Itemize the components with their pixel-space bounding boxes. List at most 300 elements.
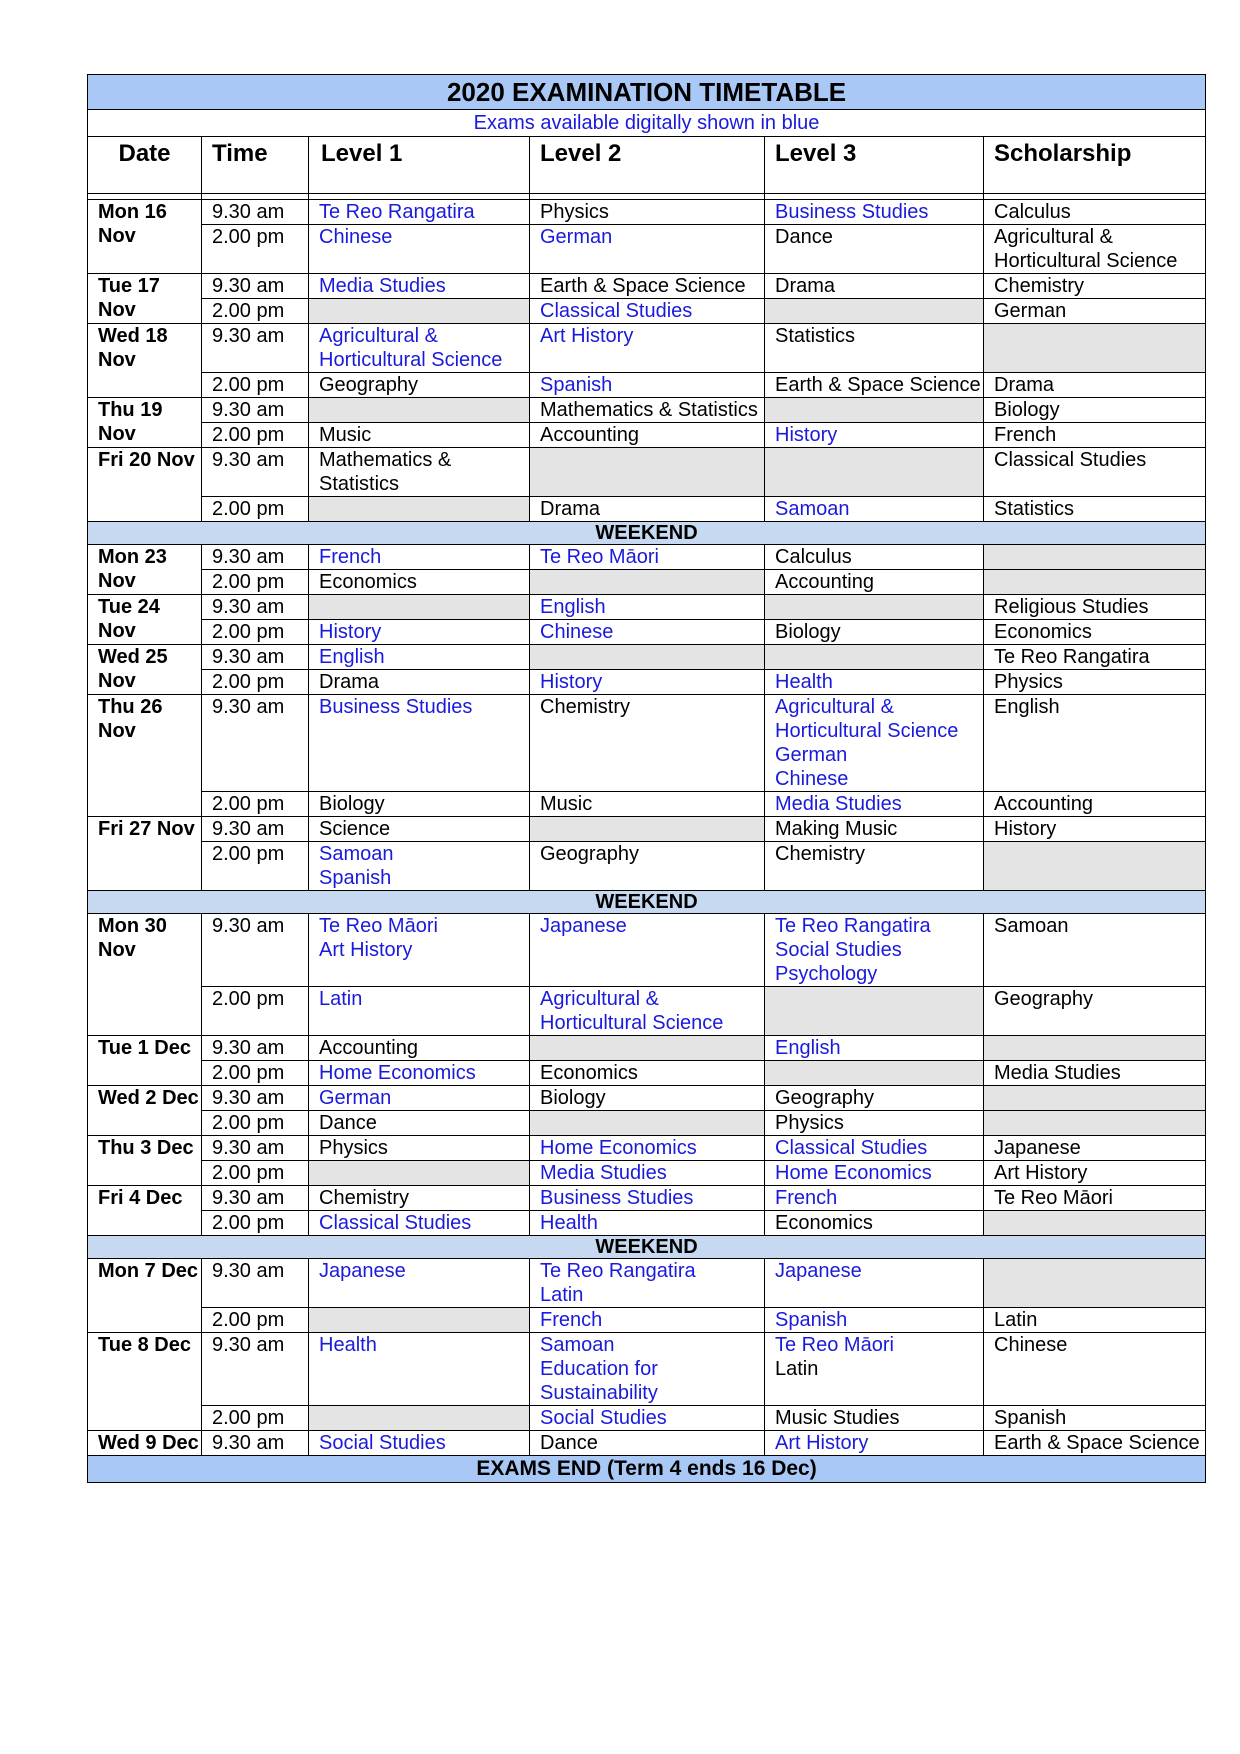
table-row <box>88 200 1206 225</box>
exam-subject: Physics <box>994 671 1063 693</box>
digital-exam-subject: French <box>319 546 382 568</box>
level-1-cell <box>309 1431 530 1456</box>
scholarship-cell <box>984 1161 1206 1186</box>
table-row <box>88 792 1206 817</box>
exam-subject: Chemistry <box>775 843 866 865</box>
digital-exam-subject: Chinese <box>775 768 849 790</box>
digital-exam-subject: Te Reo Rangatira <box>319 201 475 223</box>
level-1-cell <box>309 1406 530 1431</box>
exam-subject: Economics <box>540 1062 638 1084</box>
exam-subject: Samoan <box>994 915 1069 937</box>
digital-exam-subject: Business Studies <box>775 201 929 223</box>
level-3-cell <box>765 398 984 423</box>
level-1-cell <box>309 1259 530 1308</box>
digital-exam-subject: Social Studies <box>319 1432 446 1454</box>
digital-exam-subject: Media Studies <box>319 275 446 297</box>
date-cell: Mon 23 Nov <box>88 545 202 595</box>
time-cell: 2.00 pm <box>202 570 309 595</box>
table-row <box>88 1211 1206 1236</box>
level-2-cell <box>530 1161 765 1186</box>
exam-subject: Japanese <box>994 1137 1081 1159</box>
scholarship-cell <box>984 299 1206 324</box>
level-3-cell <box>765 274 984 299</box>
level-1-cell <box>309 423 530 448</box>
exam-subject: Biology <box>994 399 1060 421</box>
scholarship-cell <box>984 1061 1206 1086</box>
digital-exam-subject: Te Reo Māori <box>319 915 438 937</box>
level-1-cell <box>309 1036 530 1061</box>
scholarship-cell <box>984 1111 1206 1136</box>
digital-exam-subject: Health <box>775 671 833 693</box>
table-row <box>88 1259 1206 1308</box>
digital-exam-subject: Home Economics <box>540 1137 697 1159</box>
level-1-cell <box>309 695 530 792</box>
exam-subject: Earth & Space Science <box>994 1432 1200 1454</box>
date-cell: Tue 8 Dec <box>88 1333 202 1431</box>
level-1-cell <box>309 817 530 842</box>
level-1-cell <box>309 274 530 299</box>
exam-subject: Mathematics & Statistics <box>319 449 452 495</box>
level-2-cell <box>530 1431 765 1456</box>
exam-subject: Science <box>319 818 391 840</box>
date-cell: Fri 20 Nov <box>88 448 202 522</box>
exam-subject: Geography <box>775 1087 874 1109</box>
exam-subject: Earth & Space Science <box>775 374 981 396</box>
exam-subject: Drama <box>319 671 380 693</box>
exam-subject: Biology <box>319 793 385 815</box>
scholarship-cell <box>984 987 1206 1036</box>
table-row <box>88 914 1206 987</box>
time-cell: 2.00 pm <box>202 1406 309 1431</box>
digital-exam-subject: Health <box>540 1212 598 1234</box>
digital-exam-subject: Te Reo Māori <box>775 1334 894 1356</box>
exam-subject: Statistics <box>994 498 1075 520</box>
time-cell: 2.00 pm <box>202 842 309 891</box>
level-2-cell <box>530 299 765 324</box>
level-3-cell <box>765 842 984 891</box>
page-subtitle: Exams available digitally shown in blue <box>88 110 1206 137</box>
digital-exam-subject: Japanese <box>775 1260 862 1282</box>
timetable-body <box>88 200 1206 1483</box>
level-2-cell <box>530 620 765 645</box>
level-1-cell <box>309 497 530 522</box>
level-2-cell <box>530 570 765 595</box>
digital-exam-subject: Home Economics <box>775 1162 932 1184</box>
exam-subject: Physics <box>775 1112 844 1134</box>
exam-subject: Earth & Space Science <box>540 275 746 297</box>
digital-exam-subject: Latin <box>540 1284 584 1306</box>
level-3-cell <box>765 1136 984 1161</box>
date-cell: Mon 16 Nov <box>88 200 202 274</box>
digital-exam-subject: English <box>540 596 606 618</box>
time-cell: 2.00 pm <box>202 299 309 324</box>
level-3-cell <box>765 324 984 373</box>
level-2-cell <box>530 324 765 373</box>
time-cell: 2.00 pm <box>202 423 309 448</box>
level-1-cell <box>309 398 530 423</box>
page-title: 2020 EXAMINATION TIMETABLE <box>88 75 1206 110</box>
level-2-cell <box>530 373 765 398</box>
time-cell: 2.00 pm <box>202 373 309 398</box>
scholarship-cell <box>984 200 1206 225</box>
date-cell: Thu 3 Dec <box>88 1136 202 1186</box>
date-cell: Thu 26 Nov <box>88 695 202 817</box>
scholarship-cell <box>984 1036 1206 1061</box>
weekend-label: WEEKEND <box>88 522 1206 545</box>
digital-exam-subject: Art History <box>775 1432 869 1454</box>
time-cell: 2.00 pm <box>202 792 309 817</box>
time-cell: 9.30 am <box>202 1186 309 1211</box>
level-3-cell <box>765 1259 984 1308</box>
level-1-cell <box>309 1211 530 1236</box>
table-row <box>88 1161 1206 1186</box>
scholarship-cell <box>984 398 1206 423</box>
digital-exam-subject: Media Studies <box>540 1162 667 1184</box>
scholarship-cell <box>984 1259 1206 1308</box>
table-row <box>88 1111 1206 1136</box>
digital-exam-subject: French <box>540 1309 603 1331</box>
level-3-cell <box>765 595 984 620</box>
level-2-cell <box>530 274 765 299</box>
time-cell: 9.30 am <box>202 1036 309 1061</box>
exam-subject: Biology <box>540 1087 606 1109</box>
date-cell: Fri 27 Nov <box>88 817 202 891</box>
time-cell: 9.30 am <box>202 645 309 670</box>
scholarship-cell <box>984 1186 1206 1211</box>
table-row <box>88 842 1206 891</box>
level-2-cell <box>530 545 765 570</box>
exam-subject: Calculus <box>994 201 1071 223</box>
digital-exam-subject: Art History <box>540 325 634 347</box>
table-row <box>88 1333 1206 1406</box>
level-3-cell <box>765 987 984 1036</box>
level-2-cell <box>530 398 765 423</box>
table-row <box>88 324 1206 373</box>
level-2-cell <box>530 1308 765 1333</box>
digital-exam-subject: Classical Studies <box>540 300 693 322</box>
time-cell: 2.00 pm <box>202 670 309 695</box>
weekend-band <box>88 1236 1206 1259</box>
date-cell: Mon 7 Dec <box>88 1259 202 1333</box>
scholarship-cell <box>984 1308 1206 1333</box>
scholarship-cell <box>984 620 1206 645</box>
date-cell: Tue 17 Nov <box>88 274 202 324</box>
level-3-cell <box>765 200 984 225</box>
level-3-cell <box>765 1431 984 1456</box>
level-2-cell <box>530 1259 765 1308</box>
level-2-cell <box>530 1111 765 1136</box>
date-cell: Tue 24 Nov <box>88 595 202 645</box>
level-3-cell <box>765 497 984 522</box>
time-cell: 2.00 pm <box>202 1211 309 1236</box>
table-row <box>88 1406 1206 1431</box>
digital-exam-subject: Te Reo Rangatira <box>775 915 931 937</box>
scholarship-cell <box>984 842 1206 891</box>
time-cell: 9.30 am <box>202 1431 309 1456</box>
level-1-cell <box>309 200 530 225</box>
weekend-band <box>88 522 1206 545</box>
exam-subject: Accounting <box>775 571 874 593</box>
level-2-cell <box>530 595 765 620</box>
level-1-cell <box>309 1086 530 1111</box>
scholarship-cell <box>984 1211 1206 1236</box>
level-1-cell <box>309 570 530 595</box>
scholarship-cell <box>984 595 1206 620</box>
digital-exam-subject: Spanish <box>540 374 613 396</box>
digital-exam-subject: Agricultural & Horticultural Science <box>775 696 959 742</box>
level-1-cell <box>309 1308 530 1333</box>
time-cell: 2.00 pm <box>202 1111 309 1136</box>
level-1-cell <box>309 1061 530 1086</box>
level-2-cell <box>530 1136 765 1161</box>
exam-timetable <box>87 74 1206 1483</box>
exam-subject: Latin <box>994 1309 1038 1331</box>
level-2-cell <box>530 1061 765 1086</box>
scholarship-cell <box>984 695 1206 792</box>
table-row <box>88 448 1206 497</box>
date-cell: Wed 9 Dec <box>88 1431 202 1456</box>
column-header-level-1: Level 1 <box>309 137 530 194</box>
table-row <box>88 373 1206 398</box>
digital-exam-subject: French <box>775 1187 838 1209</box>
exam-subject: Spanish <box>994 1407 1067 1429</box>
level-1-cell <box>309 545 530 570</box>
time-cell: 9.30 am <box>202 545 309 570</box>
table-row <box>88 1036 1206 1061</box>
exam-subject: Te Reo Māori <box>994 1187 1113 1209</box>
exam-subject: Geography <box>540 843 639 865</box>
level-3-cell <box>765 792 984 817</box>
column-header-row <box>88 137 1206 194</box>
digital-exam-subject: Classical Studies <box>319 1212 472 1234</box>
table-row <box>88 225 1206 274</box>
time-cell: 2.00 pm <box>202 225 309 274</box>
column-header-level-3: Level 3 <box>765 137 984 194</box>
digital-exam-subject: Agricultural & Horticultural Science <box>540 988 724 1034</box>
digital-exam-subject: Samoan <box>775 498 850 520</box>
digital-exam-subject: Agricultural & Horticultural Science <box>319 325 503 371</box>
date-cell: Mon 30 Nov <box>88 914 202 1036</box>
level-1-cell <box>309 842 530 891</box>
level-2-cell <box>530 817 765 842</box>
digital-exam-subject: German <box>319 1087 392 1109</box>
table-row <box>88 595 1206 620</box>
level-1-cell <box>309 1186 530 1211</box>
level-2-cell <box>530 1406 765 1431</box>
table-row <box>88 817 1206 842</box>
digital-exam-subject: Japanese <box>319 1260 406 1282</box>
digital-exam-subject: Te Reo Māori <box>540 546 659 568</box>
level-3-cell <box>765 695 984 792</box>
digital-exam-subject: History <box>540 671 603 693</box>
digital-exam-subject: Media Studies <box>775 793 902 815</box>
exam-subject: Economics <box>775 1212 873 1234</box>
exam-subject: Chinese <box>994 1334 1068 1356</box>
digital-exam-subject: Education for Sustainability <box>540 1358 658 1404</box>
exam-subject: Accounting <box>540 424 639 446</box>
scholarship-cell <box>984 1136 1206 1161</box>
scholarship-cell <box>984 914 1206 987</box>
table-row <box>88 670 1206 695</box>
table-row <box>88 1431 1206 1456</box>
level-1-cell <box>309 1333 530 1406</box>
scholarship-cell <box>984 373 1206 398</box>
level-1-cell <box>309 1111 530 1136</box>
scholarship-cell <box>984 817 1206 842</box>
table-row <box>88 1186 1206 1211</box>
column-header-scholarship: Scholarship <box>984 137 1206 194</box>
time-cell: 9.30 am <box>202 1086 309 1111</box>
exam-subject: Geography <box>994 988 1093 1010</box>
level-3-cell <box>765 1111 984 1136</box>
exam-subject: Religious Studies <box>994 596 1149 618</box>
level-1-cell <box>309 299 530 324</box>
level-1-cell <box>309 448 530 497</box>
level-1-cell <box>309 225 530 274</box>
level-2-cell <box>530 987 765 1036</box>
level-1-cell <box>309 595 530 620</box>
time-cell: 9.30 am <box>202 695 309 792</box>
level-2-cell <box>530 842 765 891</box>
scholarship-cell <box>984 324 1206 373</box>
digital-exam-subject: Health <box>319 1334 377 1356</box>
time-cell: 2.00 pm <box>202 987 309 1036</box>
weekend-band <box>88 891 1206 914</box>
column-header-date: Date <box>88 137 202 194</box>
level-1-cell <box>309 1136 530 1161</box>
level-1-cell <box>309 620 530 645</box>
table-row <box>88 1308 1206 1333</box>
digital-exam-subject: Samoan <box>540 1334 615 1356</box>
table-row <box>88 695 1206 792</box>
exam-subject: Drama <box>775 275 836 297</box>
subtitle-row <box>88 110 1206 137</box>
table-row <box>88 423 1206 448</box>
date-cell: Thu 19 Nov <box>88 398 202 448</box>
level-3-cell <box>765 670 984 695</box>
exam-subject: Music <box>319 424 372 446</box>
exam-subject: Accounting <box>994 793 1093 815</box>
exam-subject: Art History <box>994 1162 1088 1184</box>
scholarship-cell <box>984 645 1206 670</box>
level-3-cell <box>765 545 984 570</box>
exam-subject: Calculus <box>775 546 852 568</box>
digital-exam-subject: Japanese <box>540 915 627 937</box>
level-1-cell <box>309 670 530 695</box>
time-cell: 9.30 am <box>202 1136 309 1161</box>
table-row <box>88 545 1206 570</box>
table-row <box>88 398 1206 423</box>
exam-subject: German <box>994 300 1067 322</box>
level-1-cell <box>309 987 530 1036</box>
title-row <box>88 75 1206 110</box>
digital-exam-subject: Samoan <box>319 843 394 865</box>
weekend-label: WEEKEND <box>88 891 1206 914</box>
time-cell: 9.30 am <box>202 448 309 497</box>
scholarship-cell <box>984 570 1206 595</box>
level-3-cell <box>765 373 984 398</box>
level-2-cell <box>530 1186 765 1211</box>
digital-exam-subject: German <box>775 744 848 766</box>
level-1-cell <box>309 324 530 373</box>
exams-end-label: EXAMS END (Term 4 ends 16 Dec) <box>88 1456 1206 1483</box>
digital-exam-subject: English <box>775 1037 841 1059</box>
column-header-level-2: Level 2 <box>530 137 765 194</box>
time-cell: 2.00 pm <box>202 1061 309 1086</box>
digital-exam-subject: Business Studies <box>319 696 473 718</box>
level-3-cell <box>765 1086 984 1111</box>
digital-exam-subject: Psychology <box>775 963 878 985</box>
digital-exam-subject: German <box>540 226 613 248</box>
table-row <box>88 497 1206 522</box>
level-2-cell <box>530 670 765 695</box>
exam-subject: History <box>994 818 1057 840</box>
date-cell: Tue 1 Dec <box>88 1036 202 1086</box>
digital-exam-subject: Art History <box>319 939 413 961</box>
level-2-cell <box>530 695 765 792</box>
exam-subject: Making Music <box>775 818 898 840</box>
level-2-cell <box>530 423 765 448</box>
date-cell: Wed 25 Nov <box>88 645 202 695</box>
level-2-cell <box>530 1036 765 1061</box>
time-cell: 9.30 am <box>202 398 309 423</box>
scholarship-cell <box>984 545 1206 570</box>
scholarship-cell <box>984 670 1206 695</box>
digital-exam-subject: Business Studies <box>540 1187 694 1209</box>
exam-subject: Physics <box>540 201 609 223</box>
weekend-label: WEEKEND <box>88 1236 1206 1259</box>
scholarship-cell <box>984 1406 1206 1431</box>
scholarship-cell <box>984 792 1206 817</box>
table-row <box>88 1136 1206 1161</box>
time-cell: 9.30 am <box>202 1259 309 1308</box>
exam-subject: Music <box>540 793 593 815</box>
exam-subject: Economics <box>319 571 417 593</box>
level-3-cell <box>765 1061 984 1086</box>
exams-end-band <box>88 1456 1206 1483</box>
level-3-cell <box>765 1406 984 1431</box>
level-1-cell <box>309 1161 530 1186</box>
exam-subject: French <box>994 424 1057 446</box>
scholarship-cell <box>984 274 1206 299</box>
level-3-cell <box>765 1333 984 1406</box>
time-cell: 9.30 am <box>202 914 309 987</box>
digital-exam-subject: Spanish <box>319 867 392 889</box>
time-cell: 2.00 pm <box>202 1308 309 1333</box>
digital-exam-subject: Spanish <box>775 1309 848 1331</box>
level-2-cell <box>530 225 765 274</box>
exam-subject: Music Studies <box>775 1407 900 1429</box>
exam-subject: Media Studies <box>994 1062 1121 1084</box>
exam-subject: Dance <box>775 226 833 248</box>
scholarship-cell <box>984 1431 1206 1456</box>
digital-exam-subject: Chinese <box>540 621 614 643</box>
time-cell: 9.30 am <box>202 1333 309 1406</box>
digital-exam-subject: English <box>319 646 385 668</box>
date-cell: Wed 18 Nov <box>88 324 202 398</box>
digital-exam-subject: History <box>319 621 382 643</box>
time-cell: 9.30 am <box>202 200 309 225</box>
digital-exam-subject: Te Reo Rangatira <box>540 1260 696 1282</box>
level-2-cell <box>530 645 765 670</box>
digital-exam-subject: Classical Studies <box>775 1137 928 1159</box>
table-row <box>88 987 1206 1036</box>
exam-subject: Geography <box>319 374 418 396</box>
level-2-cell <box>530 792 765 817</box>
level-1-cell <box>309 792 530 817</box>
scholarship-cell <box>984 423 1206 448</box>
level-3-cell <box>765 1308 984 1333</box>
